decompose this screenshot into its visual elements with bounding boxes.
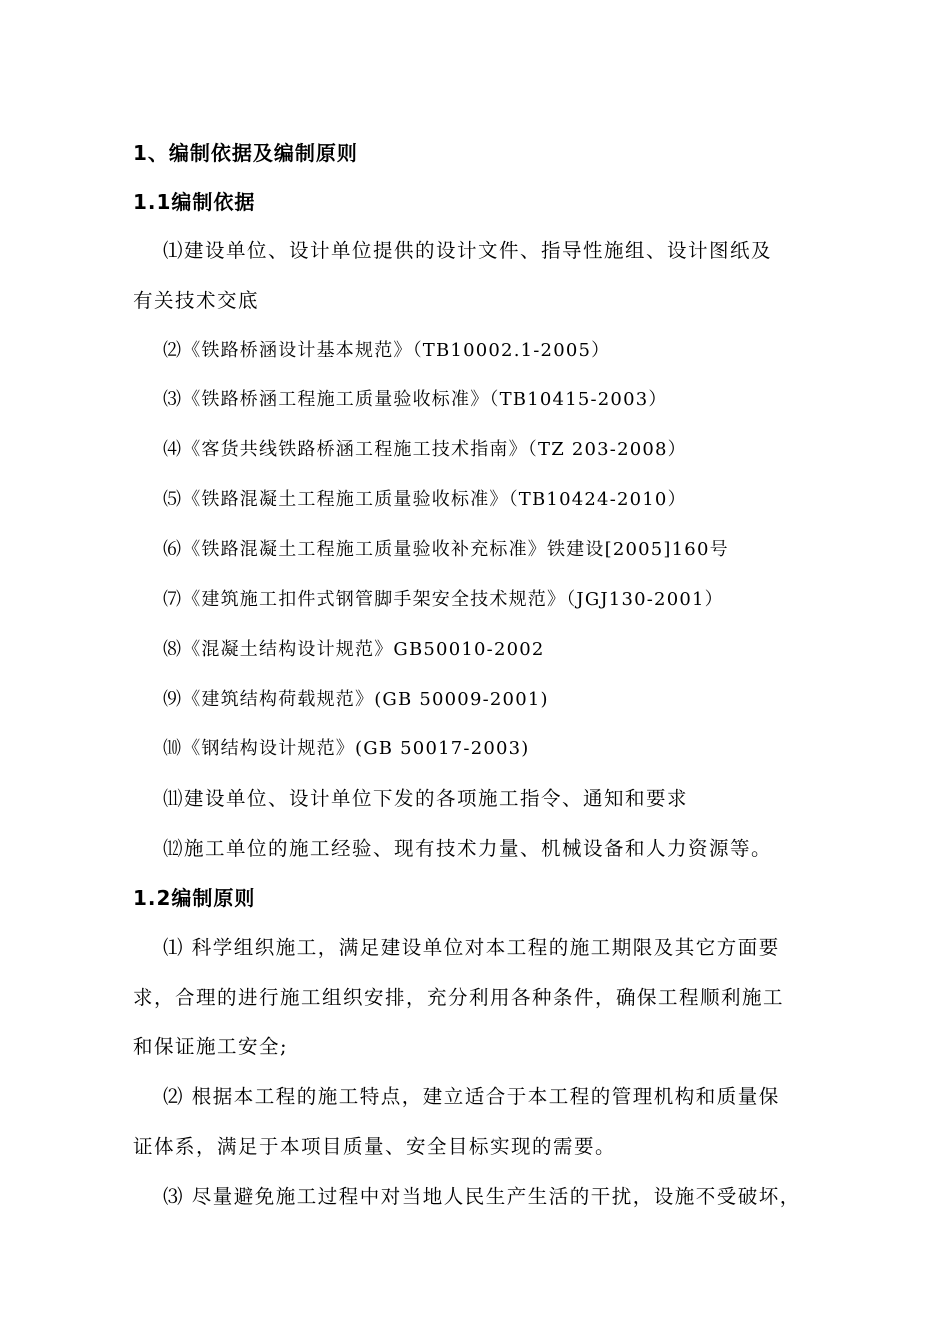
basis-item-1-line-1: ⑴建设单位、设计单位提供的设计文件、指导性施组、设计图纸及 bbox=[163, 239, 773, 262]
principle-3-line-1: ⑶ 尽量避免施工过程中对当地人民生产生活的干扰，设施不受破坏， bbox=[163, 1185, 801, 1208]
basis-item-9: ⑼《建筑结构荷载规范》(GB 50009-2001) bbox=[163, 689, 549, 710]
basis-item-4: ⑷《客货共线铁路桥涵工程施工技术指南》（TZ 203-2008） bbox=[163, 439, 687, 460]
basis-item-5: ⑸《铁路混凝土工程施工质量验收标准》（TB10424-2010） bbox=[163, 489, 687, 510]
section-1-2-heading: 1.2编制原则 bbox=[133, 886, 256, 910]
principle-1-line-1: ⑴ 科学组织施工，满足建设单位对本工程的施工期限及其它方面要 bbox=[163, 936, 780, 959]
principle-1-line-2: 求，合理的进行施工组织安排，充分利用各种条件，确保工程顺利施工 bbox=[133, 986, 785, 1009]
basis-item-7: ⑺《建筑施工扣件式钢管脚手架安全技术规范》（JGJ130-2001） bbox=[163, 589, 724, 610]
basis-item-1-line-2: 有关技术交底 bbox=[133, 289, 260, 312]
basis-item-10: ⑽《钢结构设计规范》(GB 50017-2003) bbox=[163, 738, 530, 759]
section-1-heading: 1、编制依据及编制原则 bbox=[133, 141, 358, 165]
basis-item-6: ⑹《铁路混凝土工程施工质量验收补充标准》铁建设[2005]160号 bbox=[163, 539, 729, 560]
basis-item-2: ⑵《铁路桥涵设计基本规范》（TB10002.1-2005） bbox=[163, 340, 611, 361]
basis-item-11: ⑾建设单位、设计单位下发的各项施工指令、通知和要求 bbox=[163, 787, 689, 810]
basis-item-3: ⑶《铁路桥涵工程施工质量验收标准》（TB10415-2003） bbox=[163, 389, 668, 410]
basis-item-12: ⑿施工单位的施工经验、现有技术力量、机械设备和人力资源等。 bbox=[163, 837, 773, 860]
principle-2-line-2: 证体系，满足于本项目质量、安全目标实现的需要。 bbox=[133, 1135, 617, 1158]
principle-2-line-1: ⑵ 根据本工程的施工特点，建立适合于本工程的管理机构和质量保 bbox=[163, 1085, 780, 1108]
principle-1-line-3: 和保证施工安全; bbox=[133, 1035, 289, 1058]
section-1-1-heading: 1.1编制依据 bbox=[133, 190, 256, 214]
basis-item-8: ⑻《混凝土结构设计规范》GB50010-2002 bbox=[163, 639, 545, 660]
